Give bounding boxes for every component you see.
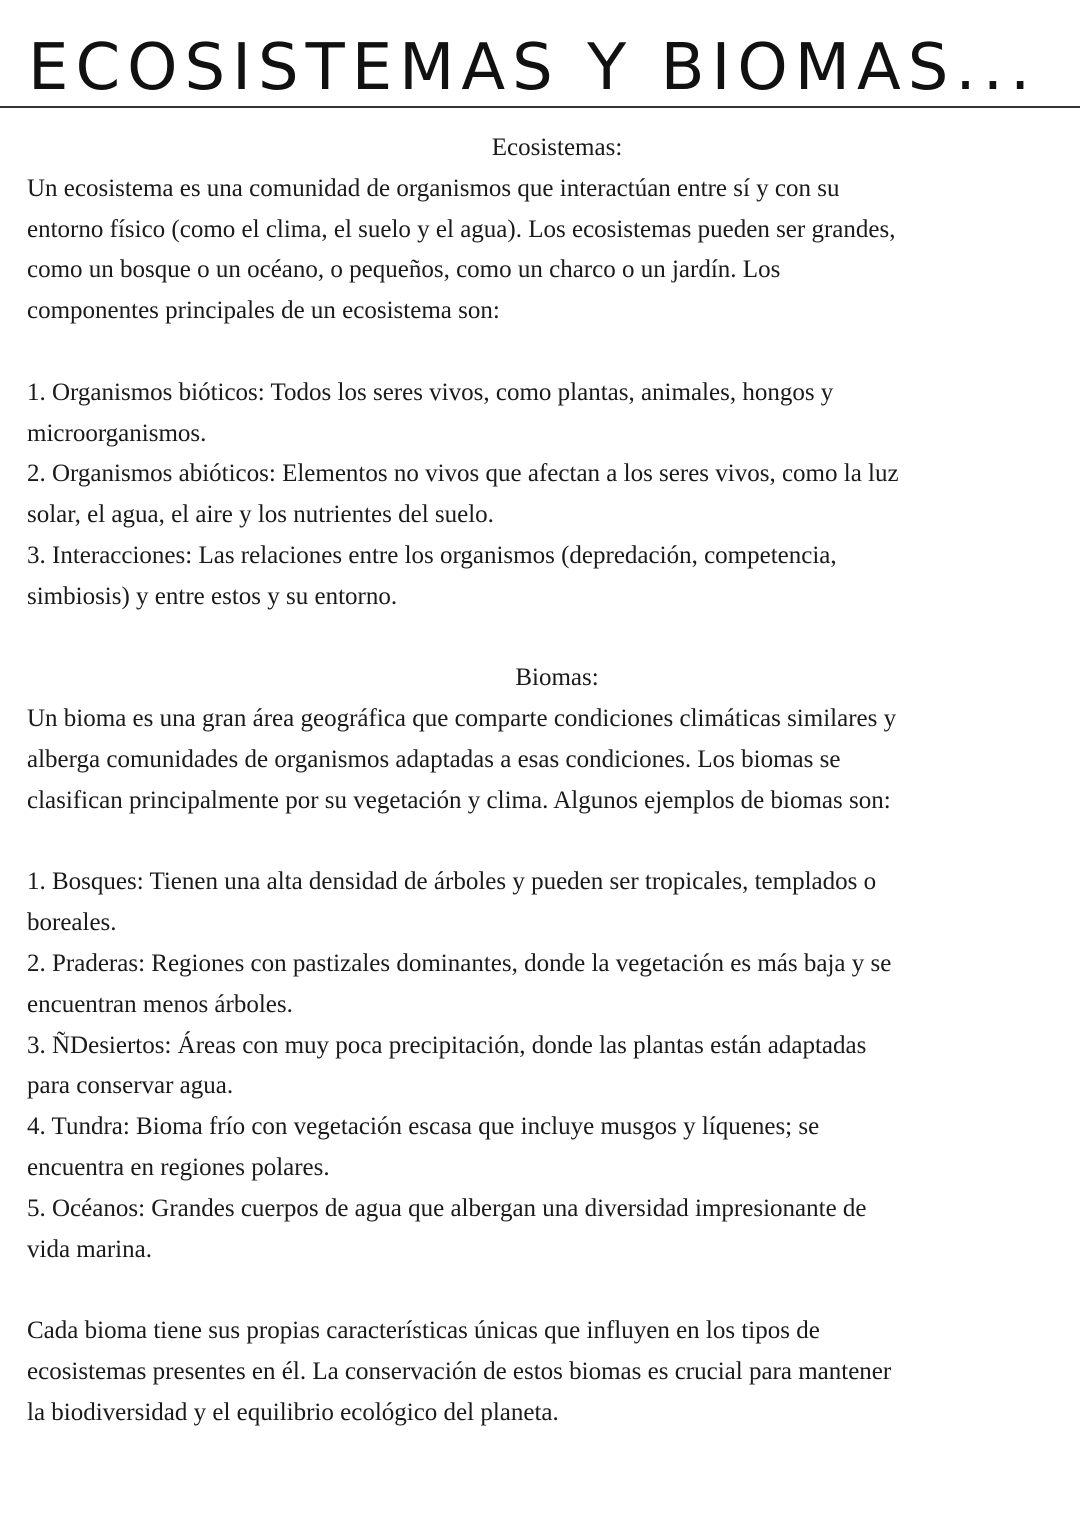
list-line: 3. Interacciones: Las relaciones entre los organismos (depredación, competencia, (27, 541, 837, 569)
title-divider (0, 106, 1080, 108)
ecosystem-components-list (27, 373, 1057, 618)
document-body (27, 128, 1057, 1434)
text-line: ecosistemas presentes en él. La conservación de estos biomas es crucial para mantener (27, 1357, 892, 1385)
list-line: 2. Praderas: Regiones con pastizales dominantes, donde la vegetación es más baja y se (27, 949, 892, 977)
list-line: 1. Bosques: Tienen una alta densidad de árboles y pueden ser tropicales, templados o (27, 868, 877, 896)
biome-examples-list (27, 862, 1057, 1270)
list-line: simbiosis) y entre estos y su entorno. (27, 582, 398, 610)
conclusion-paragraph (27, 1311, 1057, 1433)
list-line: 5. Océanos: Grandes cuerpos de agua que albergan una diversidad impresionante de (27, 1194, 867, 1222)
text-line: como un bosque o un océano, o pequeños, como un charco o un jardín. Los (27, 256, 781, 284)
list-line: encuentra en regiones polares. (27, 1153, 330, 1181)
list-line: 1. Organismos bióticos: Todos los seres vivos, como plantas, animales, hongos y (27, 378, 834, 406)
text-line: clasifican principalmente por su vegetación y clima. Algunos ejemplos de biomas son: (27, 786, 891, 814)
section-heading-ecosistemas: Ecosistemas: (491, 134, 623, 161)
text-line: entorno físico (como el clima, el suelo y el agua). Los ecosistemas pueden ser grandes, (27, 215, 896, 243)
list-line: microorganismos. (27, 419, 207, 447)
text-line: la biodiversidad y el equilibrio ecológico del planeta. (27, 1398, 559, 1426)
page-title: ECOSISTEMAS Y BIOMAS... (28, 31, 1038, 105)
list-line: encuentran menos árboles. (27, 990, 293, 1018)
list-line: 4. Tundra: Bioma frío con vegetación escasa que incluye musgos y líquenes; se (27, 1113, 820, 1141)
list-line: solar, el agua, el aire y los nutrientes del suelo. (27, 501, 494, 529)
text-line: componentes principales de un ecosistema son: (27, 297, 500, 325)
ecosystem-intro-paragraph (27, 169, 1057, 332)
text-line: Cada bioma tiene sus propias características únicas que influyen en los tipos de (27, 1317, 820, 1345)
biome-intro-paragraph (27, 699, 1057, 821)
text-line: Un ecosistema es una comunidad de organismos que interactúan entre sí y con su (27, 174, 840, 202)
text-line: Un bioma es una gran área geográfica que comparte condiciones climáticas similares y (27, 705, 897, 733)
list-line: 3. ÑDesiertos: Áreas con muy poca precipitación, donde las plantas están adaptadas (27, 1031, 867, 1059)
list-line: vida marina. (27, 1235, 152, 1263)
list-line: boreales. (27, 909, 117, 937)
list-line: para conservar agua. (27, 1072, 234, 1100)
section-heading-biomas: Biomas: (515, 664, 599, 692)
list-line: 2. Organismos abióticos: Elementos no vivos que afectan a los seres vivos, como la luz (27, 460, 899, 488)
text-line: alberga comunidades de organismos adaptadas a esas condiciones. Los biomas se (27, 745, 841, 773)
